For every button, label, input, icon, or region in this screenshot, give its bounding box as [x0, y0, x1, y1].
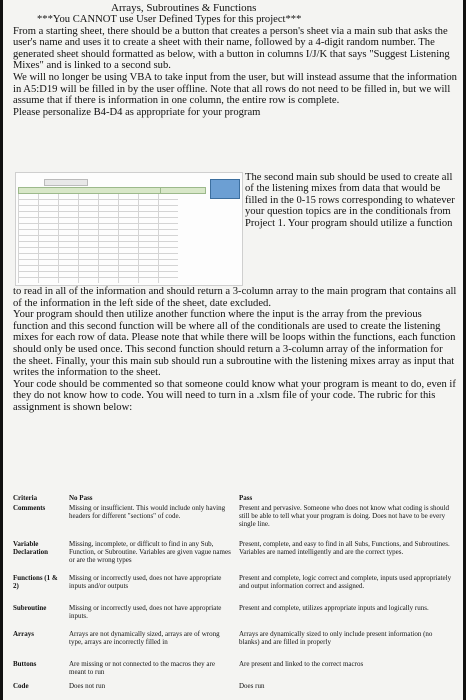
paragraph-2: We will no longer be using VBA to take input from the user, but will instead assume that the information in A5:D19 will be filled in by the user offline. Note that all rows do not need to be filled in, but we will assume that if there is information in one column, the entire row is complete.: [13, 71, 457, 107]
row-criteria: Code: [13, 682, 29, 690]
sheet-header-row-right: [160, 187, 206, 194]
paragraph-3: Please personalize B4-D4 as appropriate for your program: [13, 106, 261, 118]
row-criteria: Variable Declaration: [13, 540, 48, 556]
row-pass: Present and pervasive. Someone who does not know what coding is should still be able to tell what your program is doing. Does not have to be every single line.: [239, 504, 449, 528]
row-criteria: Comments: [13, 504, 46, 512]
paragraph-6: Your code should be commented so that someone could know what your program is meant to do, even if they do not know how to code. You will need to turn in a .xlsm file of your code. The rubric for this assignment is shown below:: [13, 378, 456, 413]
paragraph-4: to read in all of the information and should return a 3-column array to the main program that contains all of the information in the left side of the sheet, date excluded.: [13, 286, 457, 309]
row-nopass: Are missing or not connected to the macros they are meant to run: [69, 660, 215, 676]
side-text: The second main sub should be used to create all of the listening mixes from data that would be filled in the 0-15 rows corresponding to whatever your question topics are in the conditionals from Project 1. Your program should utilize a function: [245, 172, 455, 229]
sheet-tab-shape: [44, 179, 88, 186]
row-criteria: Functions (1 & 2): [13, 574, 58, 590]
row-pass: Are present and linked to the correct macros: [239, 660, 364, 668]
row-nopass: Missing or incorrectly used, does not have appropriate inputs.: [69, 604, 222, 620]
document-page: [3, 0, 463, 700]
row-nopass: Arrays are not dynamically sized, arrays are of wrong type, arrays are incorrectly filled in: [69, 630, 220, 646]
sheet-header-row: [18, 187, 180, 194]
row-pass: Present and complete, utilizes appropriate inputs and logically runs.: [239, 604, 429, 612]
suggest-mixes-button-image: [210, 179, 240, 199]
document-title: Arrays, Subroutines & Functions: [111, 2, 257, 14]
paragraph-1: From a starting sheet, there should be a button that creates a person's sheet via a main sub that asks the user's name and uses it to create a sheet with their name, followed by a 4-digit random number. The generated sheet should formatted as below, with a button in columns I/J/K that says "Suggest Listening Mixes" and is linked to a second sub.: [13, 25, 450, 72]
paragraph-5: Your program should then utilize another function where the input is the array from the previous function and this second function will be where all of the conditionals are used to create the listening mixes for each row of data. Please note that while there will be loops within the functions, each function should only be used once. This second function should return a 3-column array of the information for the sheet. Finally, your this main sub should run a subroutine with the listening mixes array as input that writes the information to the sheet.: [13, 309, 456, 379]
row-nopass: Does not run: [69, 682, 106, 690]
header-pass: Pass: [239, 494, 253, 502]
intro-warning: ***You CANNOT use User Defined Types for this project***: [37, 14, 302, 25]
header-criteria: Criteria: [13, 494, 38, 502]
row-criteria: Subroutine: [13, 604, 47, 612]
header-nopass: No Pass: [69, 494, 93, 502]
row-nopass: Missing, incomplete, or difficult to find in any Sub, Function, or Subroutine. Variables are given vague names or are the wrong types: [69, 540, 231, 564]
row-pass: Present, complete, and easy to find in all Subs, Functions, and Subroutines. Variables are named intelligently and are the correct types.: [239, 540, 450, 556]
body-block: [13, 286, 457, 414]
sheet-grid: [18, 187, 178, 283]
row-pass: Present and complete, logic correct and complete, inputs used appropriately and output information correct and assigned.: [239, 574, 452, 590]
row-nopass: Missing or incorrectly used, does not have appropriate inputs and/or outputs: [69, 574, 222, 590]
sheet-example-image: [15, 172, 243, 286]
row-pass: Arrays are dynamically sized to only include present information (no blanks) and are filled in properly: [239, 630, 433, 646]
row-criteria: Buttons: [13, 660, 37, 668]
row-criteria: Arrays: [13, 630, 34, 638]
intro-block: [13, 14, 457, 118]
row-nopass: Missing or insufficient. This would include only having headers for different "sections" of code.: [69, 504, 226, 520]
row-pass: Does run: [239, 682, 265, 690]
